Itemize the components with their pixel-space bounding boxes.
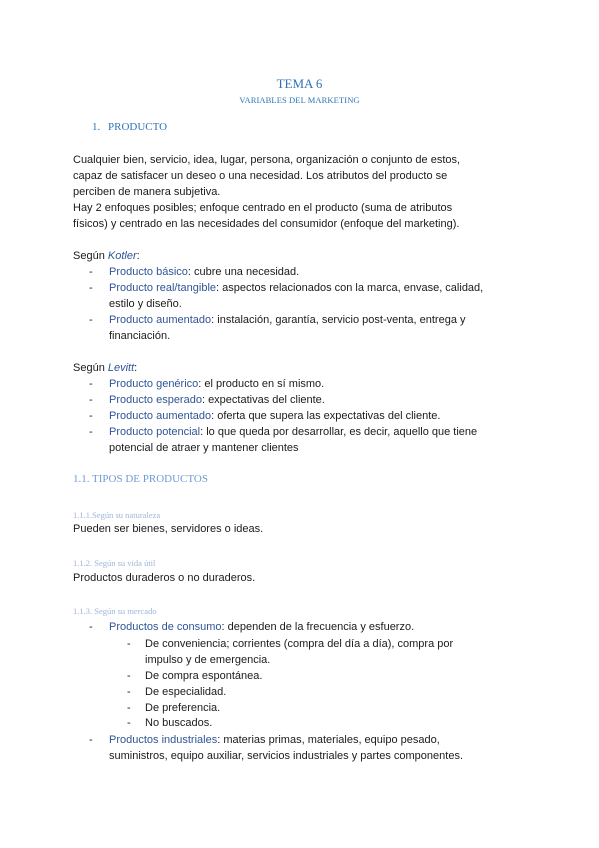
consumo-subitem: No buscados. [145,717,213,729]
section-title: PRODUCTO [108,121,168,133]
naturaleza-text: Pueden ser bienes, servidores o ideas. [73,523,264,535]
levitt-item-text: : el producto en sí mismo. [198,378,325,390]
levitt-author: Levitt [107,362,135,374]
intro-line: Hay 2 enfoques posibles; enfoque centrado en el producto (suma de atributos [73,202,453,214]
intro-line: capaz de satisfacer un deseo o una necesidad. Los atributos del producto se [73,170,448,182]
section-heading-producto [92,121,167,133]
consumo-subitem: De conveniencia; corrientes (compra del día a día), compra por [145,638,454,650]
bullet-dash: - [127,670,131,682]
page-title: TEMA 6 [276,76,323,91]
consumo-text: : dependen de la frecuencia y esfuerzo. [221,621,415,633]
industrial-text: : materias primas, materiales, equipo pesado, [217,734,440,746]
kotler-item-text: : instalación, garantía, servicio post-venta, entrega y [211,314,466,326]
levitt-item-text: : lo que queda por desarrollar, es decir, aquello que tiene [200,426,478,438]
levitt-item-term: Producto genérico [109,378,199,390]
levitt-item-term: Producto esperado [109,394,202,406]
subsubsection-heading-mercado: 1.1.3. Según su mercado [73,606,157,616]
levitt-heading [73,360,137,376]
subsubsection-heading-naturaleza: 1.1.1.Según su naturaleza [73,510,161,520]
bullet-dash: - [127,702,131,714]
kotler-item-continuation: financiación. [109,330,171,342]
levitt-item [109,424,477,440]
levitt-item-term: Producto aumentado [109,410,212,422]
bullet-dash: - [89,734,93,746]
bullet-dash: - [127,717,131,729]
consumo-item [109,619,414,635]
kotler-author: Kotler [107,250,137,262]
kotler-item [109,264,299,280]
bullet-dash: - [89,314,93,326]
levitt-prefix: Según [73,362,108,374]
bullet-dash: - [89,410,93,422]
bullet-dash: - [89,266,93,278]
kotler-item [109,312,466,328]
intro-line: perciben de manera subjetiva. [73,186,221,198]
kotler-item-term: Producto básico [109,266,188,278]
consumo-subitem: De especialidad. [145,686,227,698]
intro-line: físicos) y centrado en las necesidades del consumidor (enfoque del marketing). [73,218,460,230]
levitt-item [109,392,325,408]
kotler-heading [73,248,140,264]
levitt-item-continuation: potencial de atraer y mantener clientes [109,442,299,454]
vida-util-text: Productos duraderos o no duraderos. [73,572,256,584]
section-number: 1. [92,121,101,133]
bullet-dash: - [89,426,93,438]
levitt-item-text: : expectativas del cliente. [201,394,325,406]
bullet-dash: - [89,394,93,406]
bullet-dash: - [127,686,131,698]
subsubsection-heading-vida-util: 1.1.2. Según su vida útil [73,558,156,568]
intro-line: Cualquier bien, servicio, idea, lugar, persona, organización o conjunto de estos, [73,154,461,166]
kotler-item-term: Producto aumentado [109,314,212,326]
kotler-item-continuation: estilo y diseño. [109,298,182,310]
levitt-item-term: Producto potencial [109,426,201,438]
kotler-suffix: : [136,250,140,262]
levitt-suffix: : [134,362,138,374]
consumo-subitem-continuation: impulso y de emergencia. [145,654,271,666]
kotler-item-text: : aspectos relacionados con la marca, envase, calidad, [216,282,484,294]
consumo-subitem: De compra espontánea. [145,670,263,682]
consumo-subitem: De preferencia. [145,702,221,714]
page-subtitle: VARIABLES DEL MARKETING [239,95,360,105]
bullet-dash: - [89,378,93,390]
levitt-item [109,376,324,392]
bullet-dash: - [89,282,93,294]
industrial-item-continuation: suministros, equipo auxiliar, servicios industriales y partes componentes. [109,750,463,762]
industrial-term: Productos industriales [109,734,218,746]
bullet-dash: - [89,621,93,633]
levitt-item-text: : oferta que supera las expectativas del cliente. [211,410,441,422]
kotler-prefix: Según [73,250,108,262]
kotler-item-term: Producto real/tangible [109,282,217,294]
industrial-item [109,732,440,748]
kotler-item-text: : cubre una necesidad. [187,266,300,278]
levitt-item [109,408,440,424]
kotler-item [109,280,483,296]
consumo-term: Productos de consumo [109,621,222,633]
bullet-dash: - [127,638,131,650]
subsection-heading-tipos: 1.1. TIPOS DE PRODUCTOS [73,473,208,485]
